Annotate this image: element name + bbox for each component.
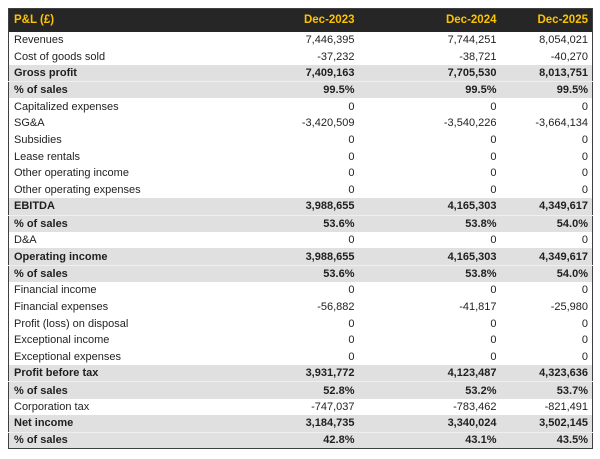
row-value: 0 (359, 349, 501, 366)
row-value: 0 (219, 132, 359, 149)
row-value: 3,931,772 (219, 365, 359, 382)
row-label: % of sales (9, 215, 219, 232)
table-row (9, 148, 593, 165)
row-value: 3,988,655 (219, 248, 359, 265)
row-label: EBITDA (9, 198, 219, 215)
row-value: -3,664,134 (501, 115, 593, 132)
row-label: Cost of goods sold (9, 48, 219, 65)
table-row (9, 82, 593, 99)
header-col-dec-2023: Dec-2023 (219, 9, 359, 32)
header-col-dec-2025: Dec-2025 (501, 9, 593, 32)
row-label: Profit before tax (9, 365, 219, 382)
row-value: -25,980 (501, 299, 593, 316)
row-value: 0 (219, 282, 359, 299)
row-label: Exceptional expenses (9, 349, 219, 366)
row-value: 4,349,617 (501, 198, 593, 215)
row-value: 53.6% (219, 265, 359, 282)
row-value: 4,165,303 (359, 198, 501, 215)
row-value: 0 (219, 315, 359, 332)
row-label: % of sales (9, 82, 219, 99)
row-value: -38,721 (359, 48, 501, 65)
row-label: Corporation tax (9, 399, 219, 416)
table-row (9, 132, 593, 149)
row-label: Operating income (9, 248, 219, 265)
row-value: -41,817 (359, 299, 501, 316)
row-value: 0 (359, 132, 501, 149)
table-row (9, 299, 593, 316)
row-value: 0 (219, 148, 359, 165)
row-value: 0 (359, 165, 501, 182)
row-label: Other operating income (9, 165, 219, 182)
table-row (9, 248, 593, 265)
row-label: Other operating expenses (9, 182, 219, 199)
table-row (9, 282, 593, 299)
row-value: 4,123,487 (359, 365, 501, 382)
table-row (9, 365, 593, 382)
row-value: 3,988,655 (219, 198, 359, 215)
row-value: -37,232 (219, 48, 359, 65)
row-value: 0 (501, 232, 593, 249)
row-value: 0 (501, 349, 593, 366)
row-value: 53.8% (359, 265, 501, 282)
row-value: 43.1% (359, 432, 501, 449)
row-value: 0 (359, 315, 501, 332)
row-label: Net income (9, 415, 219, 432)
row-label: Gross profit (9, 65, 219, 82)
table-row (9, 198, 593, 215)
row-value: 54.0% (501, 215, 593, 232)
row-label: SG&A (9, 115, 219, 132)
row-value: 43.5% (501, 432, 593, 449)
row-value: 0 (501, 98, 593, 115)
row-value: 7,705,530 (359, 65, 501, 82)
row-value: 7,744,251 (359, 32, 501, 49)
header-row (9, 9, 593, 32)
table-row (9, 98, 593, 115)
table-row (9, 65, 593, 82)
row-label: Financial expenses (9, 299, 219, 316)
row-value: 99.5% (359, 82, 501, 99)
row-value: 0 (219, 332, 359, 349)
row-value: 0 (359, 282, 501, 299)
row-value: -3,420,509 (219, 115, 359, 132)
row-value: 3,340,024 (359, 415, 501, 432)
row-value: -747,037 (219, 399, 359, 416)
table-row (9, 332, 593, 349)
pl-table (8, 8, 593, 449)
row-value: 0 (501, 182, 593, 199)
row-value: 53.2% (359, 382, 501, 399)
row-value: 3,184,735 (219, 415, 359, 432)
row-value: -56,882 (219, 299, 359, 316)
row-value: 53.6% (219, 215, 359, 232)
row-value: 54.0% (501, 265, 593, 282)
row-value: 0 (501, 332, 593, 349)
table-row (9, 215, 593, 232)
row-value: 42.8% (219, 432, 359, 449)
table-row (9, 232, 593, 249)
table-row (9, 182, 593, 199)
row-value: 0 (501, 148, 593, 165)
row-label: Financial income (9, 282, 219, 299)
row-value: 0 (219, 98, 359, 115)
row-label: Subsidies (9, 132, 219, 149)
row-value: 4,165,303 (359, 248, 501, 265)
row-value: 0 (219, 165, 359, 182)
row-value: 99.5% (219, 82, 359, 99)
row-value: 4,349,617 (501, 248, 593, 265)
pl-table-body (9, 32, 593, 449)
table-row (9, 48, 593, 65)
row-value: 4,323,636 (501, 365, 593, 382)
row-value: 0 (219, 182, 359, 199)
row-value: 7,409,163 (219, 65, 359, 82)
row-value: -40,270 (501, 48, 593, 65)
row-value: 53.8% (359, 215, 501, 232)
row-value: 0 (359, 148, 501, 165)
row-value: 0 (501, 165, 593, 182)
row-value: 0 (219, 232, 359, 249)
pl-table-header (9, 9, 593, 32)
row-value: 0 (501, 315, 593, 332)
row-value: -3,540,226 (359, 115, 501, 132)
table-row (9, 382, 593, 399)
row-value: 0 (501, 282, 593, 299)
row-value: 0 (501, 132, 593, 149)
row-label: Lease rentals (9, 148, 219, 165)
row-label: % of sales (9, 265, 219, 282)
row-label: Revenues (9, 32, 219, 49)
row-value: 8,013,751 (501, 65, 593, 82)
row-label: D&A (9, 232, 219, 249)
header-col-dec-2024: Dec-2024 (359, 9, 501, 32)
table-row (9, 115, 593, 132)
row-value: -821,491 (501, 399, 593, 416)
row-label: Exceptional income (9, 332, 219, 349)
table-row (9, 265, 593, 282)
table-row (9, 32, 593, 49)
row-value: -783,462 (359, 399, 501, 416)
row-label: Profit (loss) on disposal (9, 315, 219, 332)
row-value: 0 (359, 232, 501, 249)
row-value: 0 (359, 332, 501, 349)
row-value: 0 (219, 349, 359, 366)
row-label: % of sales (9, 382, 219, 399)
header-pl-label: P&L (£) (9, 9, 219, 32)
table-row (9, 399, 593, 416)
table-row (9, 349, 593, 366)
row-value: 8,054,021 (501, 32, 593, 49)
row-value: 0 (359, 182, 501, 199)
row-value: 52.8% (219, 382, 359, 399)
table-row (9, 432, 593, 449)
row-value: 7,446,395 (219, 32, 359, 49)
row-value: 0 (359, 98, 501, 115)
table-row (9, 165, 593, 182)
table-row (9, 315, 593, 332)
row-value: 3,502,145 (501, 415, 593, 432)
row-value: 99.5% (501, 82, 593, 99)
row-label: Capitalized expenses (9, 98, 219, 115)
table-row (9, 415, 593, 432)
row-value: 53.7% (501, 382, 593, 399)
row-label: % of sales (9, 432, 219, 449)
